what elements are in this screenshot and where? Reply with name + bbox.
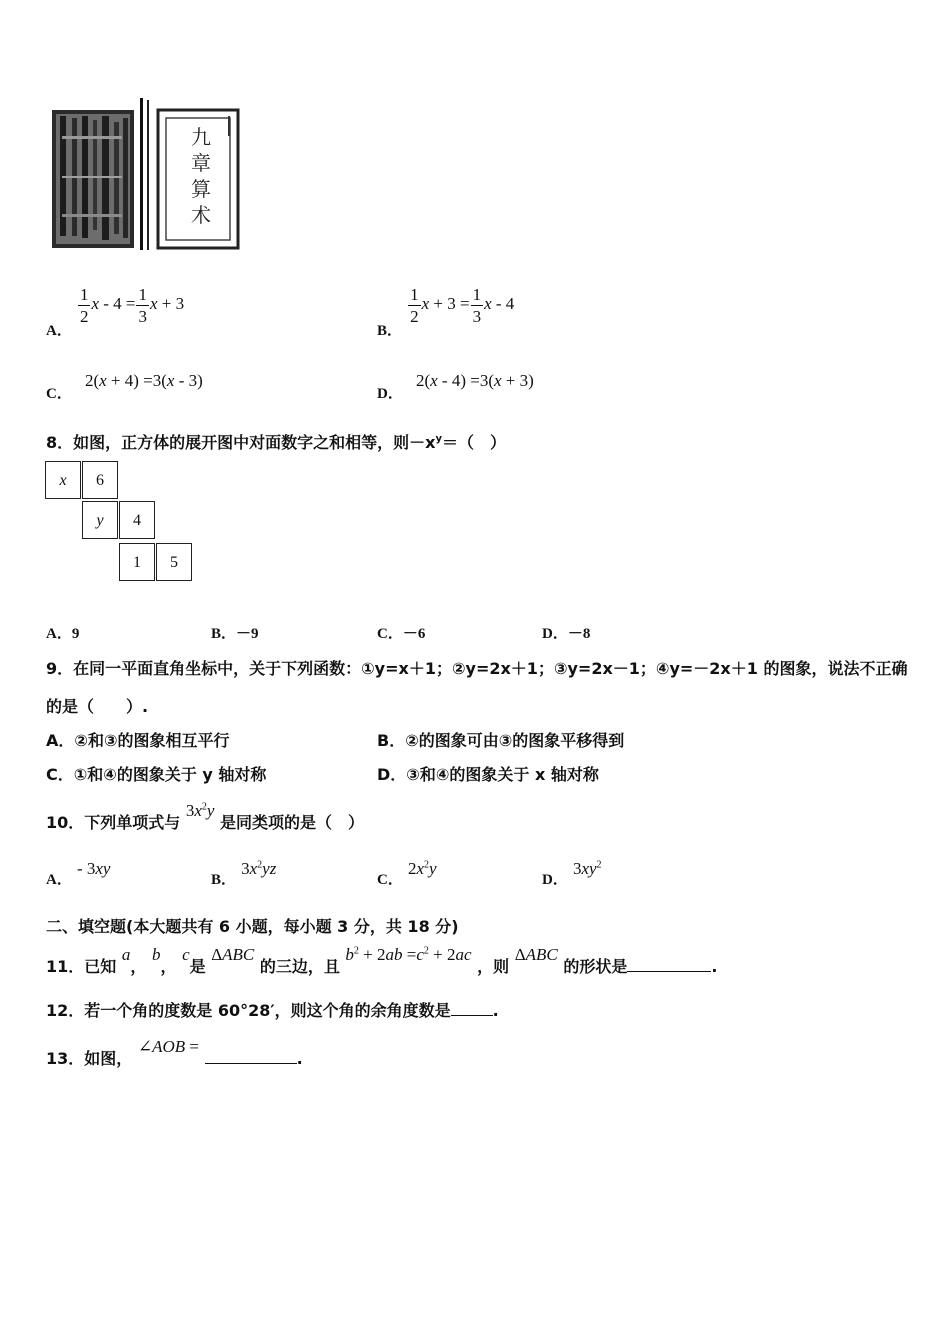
q10-stem: 10．下列单项式与 $3x^2y$ 是同类项的是（ ） [46,801,365,832]
q7-option-b [377,285,515,340]
q10-option-a-expr: - 3xy [76,859,111,878]
q8-text-end: ＝（ ） [442,433,507,452]
q9-stem-line1: 9．在同一平面直角坐标中，关于下列函数：①y=x＋1；②y=2x＋1；③y=2x－1；④y=－2x＋1 的图象，说法不正确 [46,659,908,678]
q9-stem-line2: 的是（ ）. [46,697,149,716]
q8-option-c: C．－6 [377,626,426,642]
q10-option-d: D． $3xy^2$ [542,859,602,888]
net-cell-x: x [45,461,81,499]
angle-aob: ∠AOB = [137,1037,200,1056]
triangle-abc: ΔABC [211,945,255,964]
option-label: B． [377,323,403,340]
svg-text:算: 算 [191,177,211,201]
q7-option-a [46,285,185,340]
var-a: a [121,945,131,964]
q10-option-b-expr: $3x^2yz$ [241,859,277,878]
q10-monomial: $3x^2y$ [185,801,215,820]
q7-option-d [377,370,534,402]
q11-stem: 11．已知 a， b， c是 ΔABC 的三边，且 $b^2 + 2ab =c^2 + 2ac$ ，则 ΔABC 的形状是 . [46,945,718,976]
q11-equation: $b^2 + 2ab =c^2 + 2ac$ [345,945,472,964]
q7-option-a-expr: $\frac{1}{2}$ x - 4 = $\frac{1}{3}$ x + 3 [79,285,185,326]
q7-option-d-expr: 2(x - 4) =3(x + 3) [415,371,534,390]
option-label: D． [377,386,403,402]
svg-text:九: 九 [191,125,211,149]
q9-option-b: B．②的图象可由③的图象平移得到 [377,731,625,750]
q9-option-c: C．①和④的图象关于 y 轴对称 [46,765,267,784]
q10-option-d-expr: $3xy^2$ [572,859,602,878]
q10-option-c-expr: $2x^2y$ [407,859,437,878]
q12-stem: 12．若一个角的度数是 60°28′，则这个角的余角度数是 . [46,1001,499,1020]
triangle-abc-2: ΔABC [514,945,558,964]
q7-option-c [46,370,203,402]
q7-option-c-expr: 2(x + 4) =3(x - 3) [84,371,203,390]
q8-option-b: B．－9 [211,626,259,642]
q13-stem: 13．如图， ∠AOB = . [46,1037,303,1068]
book-image [48,96,244,250]
option-label: C． [46,386,72,402]
svg-text:章: 章 [191,151,211,175]
q8-text: 如图，正方体的展开图中对面数字之和相等，则－x [73,433,436,452]
q8-option-a: A．9 [46,626,80,642]
net-cell-y: y [82,501,118,539]
q8-sup: y [435,433,442,445]
net-cell-1: 1 [119,543,155,581]
net-cell-5: 5 [156,543,192,581]
var-c: c [182,945,190,964]
answer-blank[interactable] [205,1049,297,1064]
q9-option-d: D．③和④的图象关于 x 轴对称 [377,765,599,784]
q8-option-d: D．－8 [542,626,591,642]
q10-option-c: C． $2x^2y$ [377,859,437,888]
answer-blank[interactable] [451,1001,493,1016]
q9-option-a: A．②和③的图象相互平行 [46,731,230,750]
option-label: A． [46,323,72,340]
q8-stem [46,430,506,453]
net-cell-6: 6 [82,461,118,499]
var-b: b [151,945,161,964]
q7-option-b-expr: $\frac{1}{2}$ x + 3 = $\frac{1}{3}$ x - 4 [410,285,515,326]
q10-option-b: B． $3x^2yz$ [211,859,277,888]
net-cell-4: 4 [119,501,155,539]
q10-option-a: A． - 3xy [46,859,111,888]
answer-blank[interactable] [627,957,711,972]
svg-text:术: 术 [191,203,211,227]
section-title: 二、填空题(本大题共有 6 小题，每小题 3 分，共 18 分) [46,917,459,936]
q8-number: 8． [46,433,74,452]
